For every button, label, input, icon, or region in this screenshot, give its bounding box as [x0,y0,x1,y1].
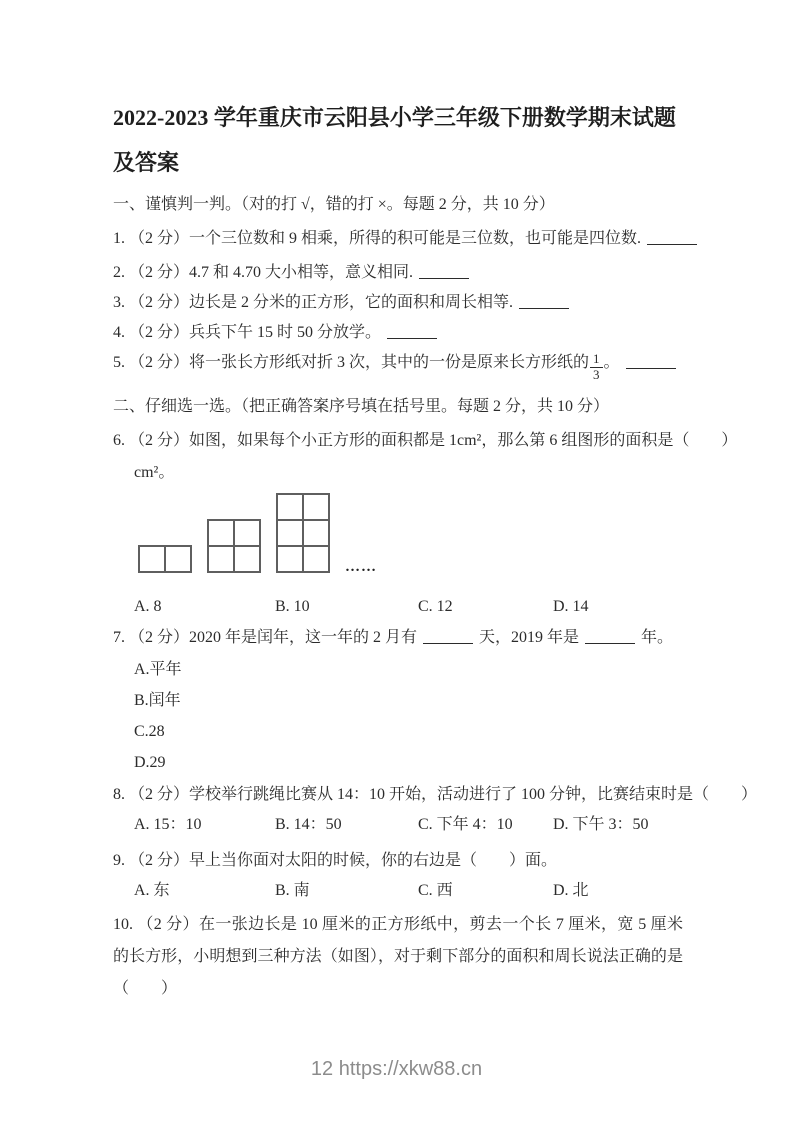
option-d: D. 14 [553,597,589,615]
question-7-options [113,658,683,774]
option-d: D. 北 [553,881,589,899]
option-c: C.28 [134,722,165,740]
question-8: 8. （2 分）学校举行跳绳比赛从 14：10 开始，活动进行了 100 分钟，比赛结束时是（ ） [113,785,758,803]
section-1-header: 一、谨慎判一判。（对的打 √，错的打 ×。每题 2 分，共 10 分） [113,196,555,213]
question-4 [113,321,683,344]
option-b: B. 南 [275,881,310,899]
option-a: A.平年 [134,660,182,678]
grid-cell [165,546,191,572]
grid-cell [303,494,329,520]
grid-cell [277,520,303,546]
question-7-part1: 7. （2 分）2020 年是闰年，这一年的 2 月有 [113,628,418,646]
answer-blank [387,334,437,339]
option-c: C. 12 [418,597,453,615]
question-6-text2: cm²。 [134,463,175,481]
grid-cell [208,546,234,572]
document-title [113,95,683,185]
page-footer [0,1058,793,1081]
grid-cell [303,546,329,572]
grid-cell [234,520,260,546]
section-2-header: 二、仔细选一选。（把正确答案序号填在括号里。每题 2 分，共 10 分） [113,397,610,415]
question-1 [113,227,683,250]
question-10: 10. （2 分）在一张边长是 10 厘米的正方形纸中，剪去一个长 7 厘米，宽 5 厘米的长方形，小明想到三种方法（如图），对于剩下部分的面积和周长说法正确的是（ ） [113,915,683,997]
option-a: A. 8 [134,597,162,615]
figure-grid-3 [276,493,330,573]
footer-url[interactable]: https://xkw88.cn [338,1058,483,1080]
question-5-suffix: 。 [603,354,620,371]
question-8-options [113,813,683,836]
option-d: D. 下午 3：50 [553,815,649,833]
page-content [113,95,758,1005]
question-5-text: 5. （2 分）将一张长方形纸对折 3 次，其中的一份是原来长方形纸的 [113,354,590,371]
question-4-text: 4. （2 分）兵兵下午 15 时 50 分放学。 [113,324,382,341]
question-5 [113,351,683,383]
grid-cell [139,546,165,572]
option-a: A. 东 [134,881,170,899]
q6-figure [113,493,683,573]
grid-cell [277,546,303,572]
question-2-text: 2. （2 分）4.7 和 4.70 大小相等，意义相同. [113,264,414,281]
grid-cell [208,520,234,546]
question-7 [113,626,683,649]
question-9: 9. （2 分）早上当你面对太阳的时候，你的右边是（ ）面。 [113,851,558,869]
option-b: B. 10 [275,597,310,615]
question-3-text: 3. （2 分）边长是 2 分米的正方形，它的面积和周长相等. [113,294,514,311]
question-6: 6. （2 分）如图，如果每个小正方形的面积都是 1cm²，那么第 6 组图形的面积是（ ） [113,431,738,449]
fraction-denominator: 3 [593,367,600,382]
option-c: C. 下年 4：10 [418,815,513,833]
option-c: C. 西 [418,881,453,899]
answer-blank [419,274,469,279]
answer-blank [423,639,473,644]
title-line2: 及答案 [113,150,180,175]
figure-grid-2 [207,519,261,573]
question-7-part3: 年。 [641,628,674,646]
question-7-part2: 天，2019 年是 [479,628,580,646]
question-3 [113,291,683,314]
grid-cell [303,520,329,546]
question-6-options [113,595,683,618]
title-line1: 2022-2023 学年重庆市云阳县小学三年级下册数学期末试题 [113,105,676,130]
option-a: A. 15：10 [134,815,202,833]
answer-blank [585,639,635,644]
fraction-one-third [590,352,603,383]
option-d: D.29 [134,753,166,771]
option-b: B. 14：50 [275,815,342,833]
page-number: 12 [310,1058,334,1080]
question-9-options [113,879,683,902]
fraction-numerator: 1 [590,352,603,368]
question-2 [113,261,683,284]
answer-blank [519,304,569,309]
grid-cell [277,494,303,520]
figure-ellipsis: …… [345,558,377,575]
question-1-text: 1. （2 分）一个三位数和 9 相乘，所得的积可能是三位数，也可能是四位数. [113,230,642,247]
answer-blank [647,240,697,245]
answer-blank [626,364,676,369]
option-b: B.闰年 [134,691,181,709]
figure-grid-1 [138,545,192,573]
grid-cell [234,546,260,572]
